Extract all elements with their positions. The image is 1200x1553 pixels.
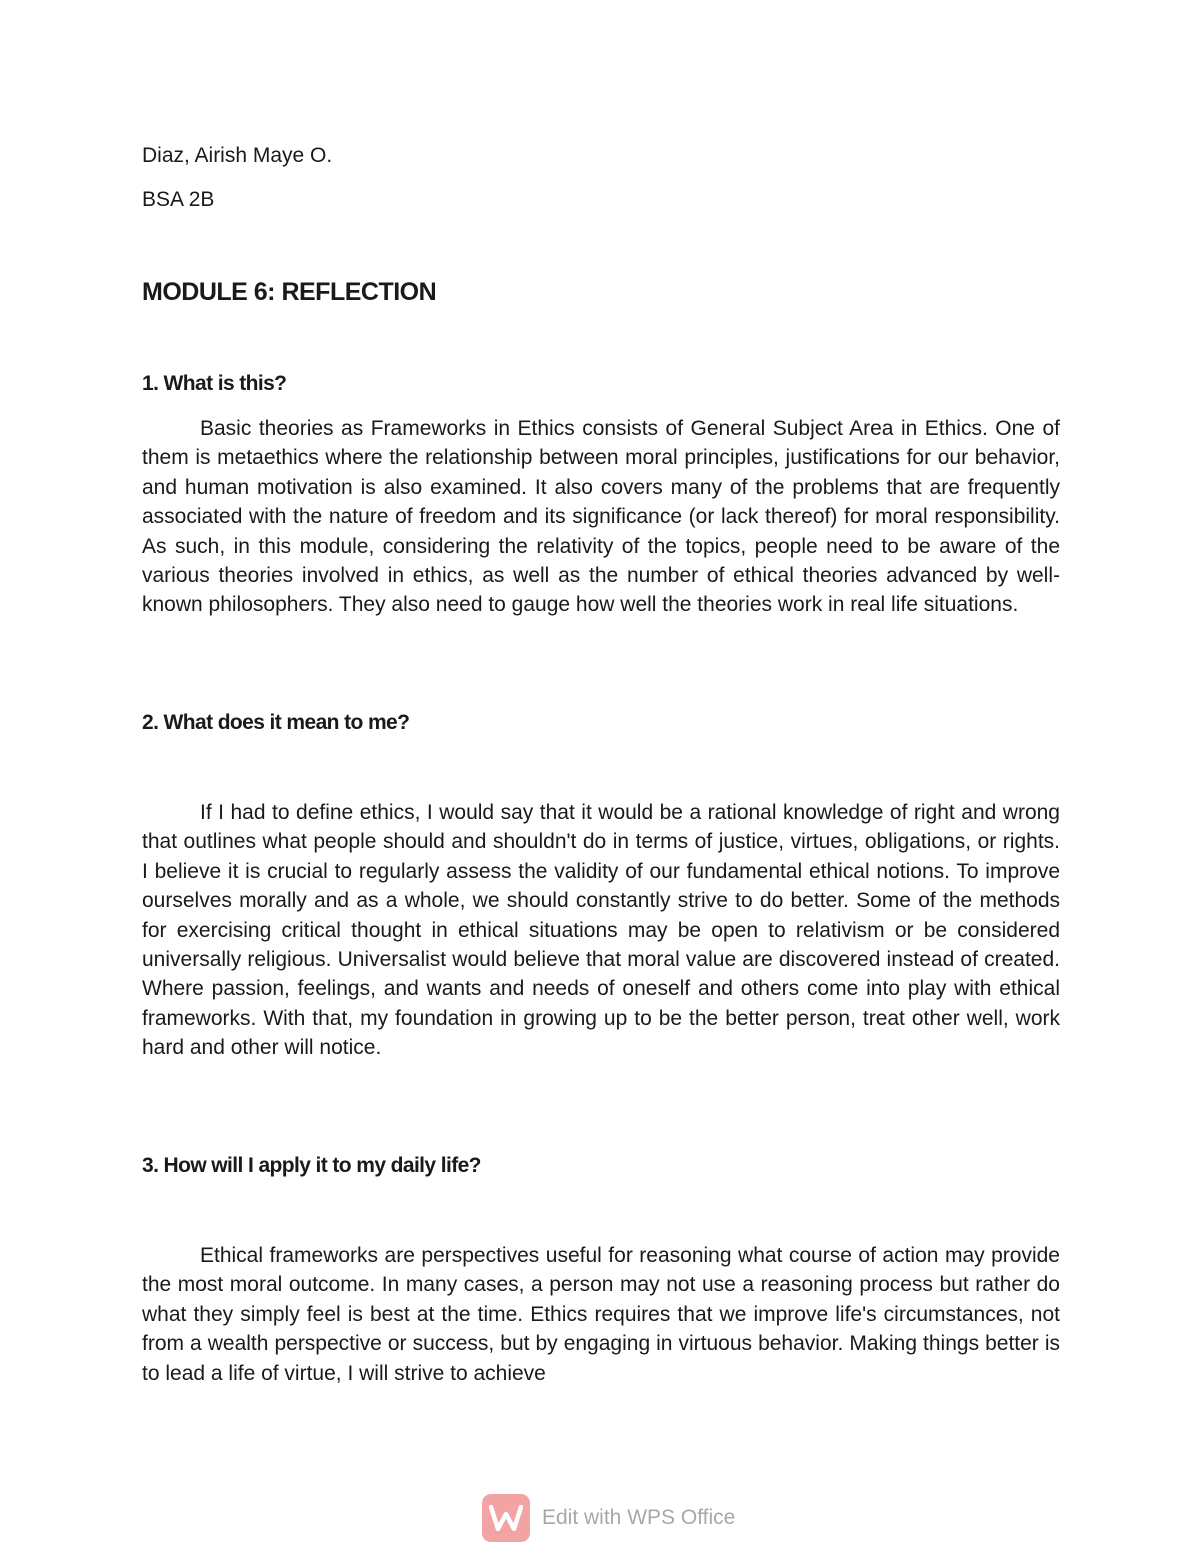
question-heading-3: 3. How will I apply it to my daily life? xyxy=(142,1154,481,1177)
answer-paragraph-3: Ethical frameworks are perspectives useful for reasoning what course of action may provide the most moral outcome. In many cases, a person may not use a reasoning process but rather do what they simply feel is best at the time. Ethics requires that we improve life's circumstances, not from a wealth perspective or success, but by engaging in virtuous behavior. Making things better is to lead a life of virtue, I will strive to achieve xyxy=(142,1244,1060,1385)
answer-paragraph-1: Basic theories as Frameworks in Ethics consists of General Subject Area in Ethics. One of them is metaethics where the relationship between moral principles, justifications for our behavior, and human motivation is also examined. It also covers many of the problems that are frequently associated with the nature of freedom and its significance (or lack thereof) for moral responsibility. As such, in this module, considering the relativity of the topics, people need to be aware of the various theories involved in ethics, as well as the number of ethical theories advanced by well-known philosophers. They also need to gauge how well the theories work in real life situations. xyxy=(142,417,1060,617)
edit-with-wps-badge[interactable] xyxy=(482,1494,735,1542)
question-heading-1: 1. What is this? xyxy=(142,372,287,395)
page-title: MODULE 6: REFLECTION xyxy=(142,278,437,306)
question-heading-2: 2. What does it mean to me? xyxy=(142,711,410,734)
answer-paragraph-2: If I had to define ethics, I would say that it would be a rational knowledge of right and wrong that outlines what people should and shouldn't do in terms of justice, virtues, obligations, or rights. I believe it is crucial to regularly assess the validity of our fundamental ethical notions. To improve ourselves morally and as a whole, we should constantly strive to do better. Some of the methods for exercising critical thought in ethical situations may be open to relativism or be considered universally religious. Universalist would believe that moral value are discovered instead of created. Where passion, feelings, and wants and needs of oneself and others come into play with ethical frameworks. With that, my foundation in growing up to be the better person, treat other well, work hard and other will notice. xyxy=(142,801,1060,1060)
wps-logo-icon xyxy=(482,1494,530,1542)
wps-w-icon xyxy=(489,1505,523,1531)
student-section: BSA 2B xyxy=(142,188,215,211)
wps-badge-label: Edit with WPS Office xyxy=(542,1506,736,1529)
student-name: Diaz, Airish Maye O. xyxy=(142,144,333,167)
